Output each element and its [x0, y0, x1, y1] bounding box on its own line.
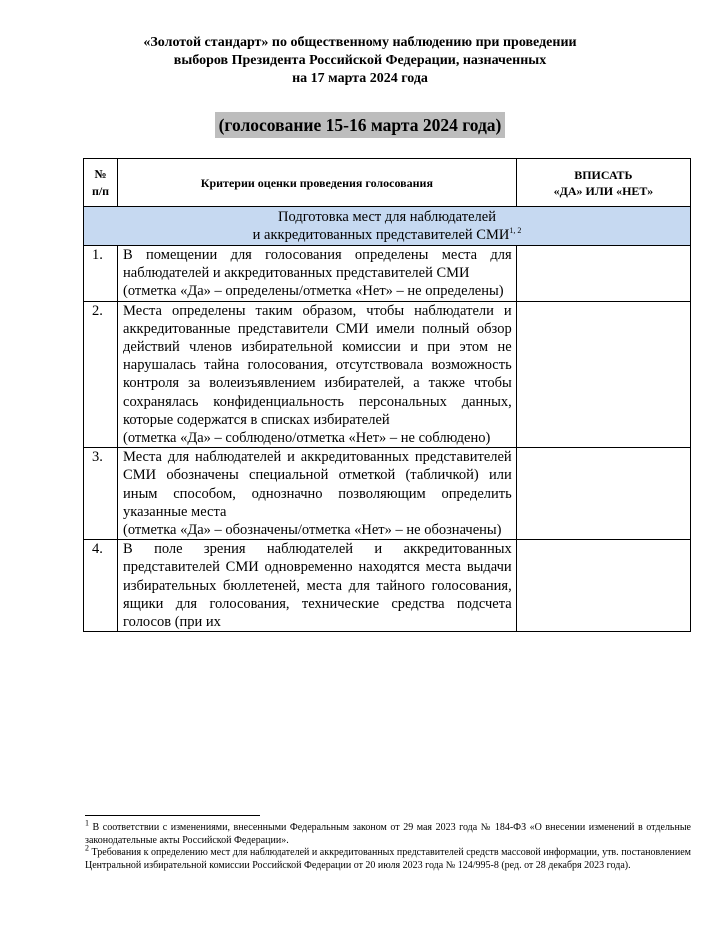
header-answer-line-1: ВПИСАТЬ	[574, 167, 633, 182]
criterion-text: Места для наблюдателей и аккредитованных представителей СМИ обозначены специальной отметкой (табличкой) или иным способом, однозначно позволяющим определить указанные места	[123, 449, 512, 520]
footnote-2-mark: 2	[85, 843, 89, 853]
row-number: 4.	[84, 540, 118, 632]
voting-dates-subtitle	[0, 112, 720, 138]
criterion-note: (отметка «Да» – обозначены/отметка «Нет» – не обозначены)	[123, 522, 502, 539]
table-row	[84, 540, 691, 632]
criterion-text: Места определены таким образом, чтобы наблюдатели и аккредитованные представители СМИ имели полный обзор действий членов избирательной комиссии и при этом не нарушалась тайна голосования, отсутствовала возможность контроля за волеизъявлением избирателей, а также чтобы сохранялась конфиденциальность персональных данных, которые содержатся в списках избирателей	[123, 302, 512, 428]
row-number: 1.	[84, 246, 118, 302]
table-row	[84, 301, 691, 448]
section-footnote-refs: 1, 2	[509, 226, 522, 236]
criterion-note: (отметка «Да» – соблюдено/отметка «Нет» – не соблюдено)	[123, 430, 491, 447]
header-number	[84, 159, 118, 207]
row-number: 2.	[84, 301, 118, 448]
table-row	[84, 246, 691, 302]
header-answer-line-2: «ДА» ИЛИ «НЕТ»	[553, 183, 654, 198]
row-criterion	[118, 246, 517, 302]
subtitle-highlight: (голосование 15-16 марта 2024 года)	[215, 112, 506, 138]
title-line-3: на 17 марта 2024 года	[292, 71, 428, 86]
title-line-2: выборов Президента Российской Федерации, назначенных	[173, 53, 547, 68]
footnote-1-mark: 1	[85, 818, 89, 828]
document-title	[60, 34, 660, 88]
section-line-2	[84, 226, 690, 244]
header-answer	[516, 159, 690, 207]
row-criterion	[118, 448, 517, 540]
footnote-1	[85, 818, 691, 847]
criterion-text: В помещении для голосования определены места для наблюдателей и аккредитованных представителей СМИ	[123, 247, 512, 282]
criterion-text: В поле зрения наблюдателей и аккредитованных представителей СМИ одновременно находятся места выдачи избирательных бюллетеней, места для тайного голосования, ящики для голосования, технические средства подсчета голосов (при их	[123, 541, 512, 631]
answer-cell[interactable]	[516, 540, 690, 632]
table-row	[84, 448, 691, 540]
footnote-2-text: Требования к определению мест для наблюдателей и аккредитованных представителей средств массовой информации, утв. постановлением Центральной избирательной комиссии Российской Федерации от 20 июля 2023 года № 124/995-8 (ред. от 28 декабря 2023 года).	[85, 847, 692, 871]
header-criteria: Критерии оценки проведения голосования	[118, 159, 517, 207]
section-row	[84, 207, 691, 246]
answer-cell[interactable]	[516, 246, 690, 302]
row-criterion	[118, 301, 517, 448]
title-line-1: «Золотой стандарт» по общественному наблюдению при проведении	[143, 35, 577, 50]
criterion-note: (отметка «Да» – определены/отметка «Нет» – не определены)	[123, 283, 504, 300]
table-header-row	[84, 159, 691, 207]
footnotes	[85, 818, 692, 872]
criteria-table	[83, 158, 691, 632]
section-line-2-text: и аккредитованных представителей СМИ	[252, 227, 510, 243]
section-line-1: Подготовка мест для наблюдателей	[278, 209, 496, 225]
footnote-2	[85, 843, 692, 872]
footnote-1-text: В соответствии с изменениями, внесенными Федеральным законом от 29 мая 2023 года № 184-ФЗ «О внесении изменений в отдельные законодательные акты Российской Федерации».	[85, 822, 691, 846]
section-heading	[84, 207, 691, 246]
answer-cell[interactable]	[516, 301, 690, 448]
answer-cell[interactable]	[516, 448, 690, 540]
footnote-separator	[85, 815, 260, 816]
row-number: 3.	[84, 448, 118, 540]
row-criterion	[118, 540, 517, 632]
header-number-sign: №	[94, 166, 107, 181]
header-number-abbr: п/п	[91, 183, 110, 198]
